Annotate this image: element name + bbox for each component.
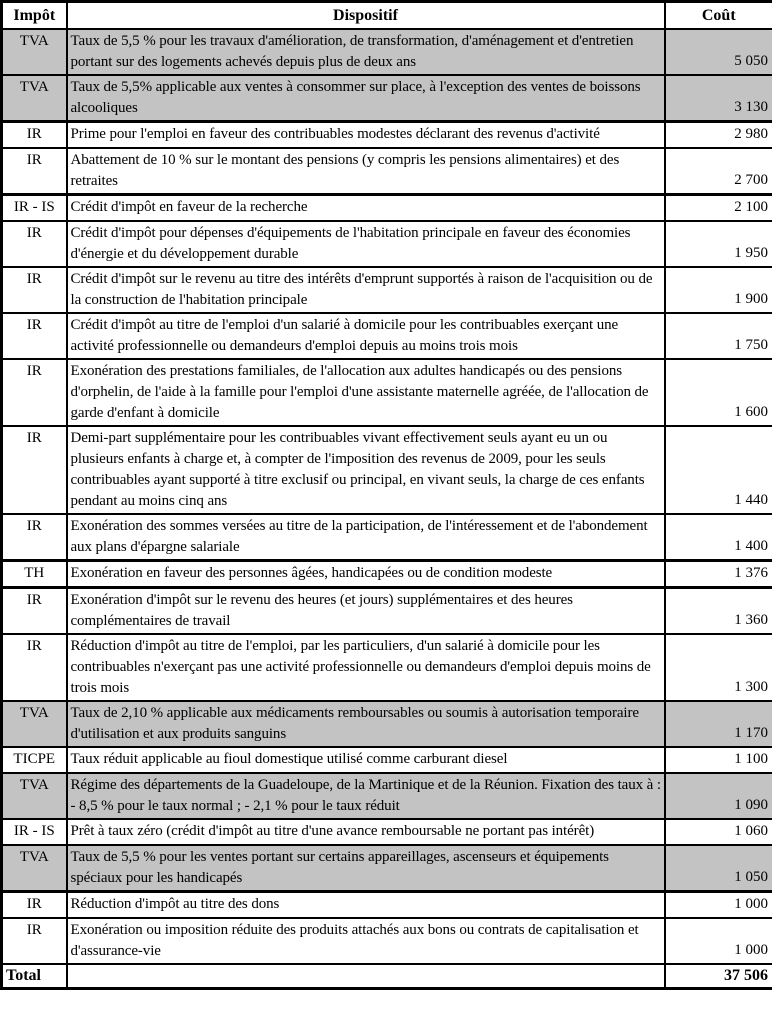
cout-cell: 1 170 xyxy=(665,701,772,747)
cout-cell: 1 000 xyxy=(665,892,772,919)
table-body xyxy=(2,29,772,964)
cout-cell: 1 360 xyxy=(665,588,772,635)
cout-cell: 1 440 xyxy=(665,426,772,514)
cout-cell: 3 130 xyxy=(665,75,772,122)
impot-cell: IR xyxy=(2,122,67,149)
cout-cell: 2 980 xyxy=(665,122,772,149)
cout-cell: 2 100 xyxy=(665,195,772,222)
column-header-impot: Impôt xyxy=(2,2,67,30)
table-row xyxy=(2,122,772,149)
column-header-cout: Coût xyxy=(665,2,772,30)
dispositif-cell: Exonération ou imposition réduite des produits attachés aux bons ou contrats de capitalisation et d'assurance-vie xyxy=(67,918,665,964)
impot-cell: IR - IS xyxy=(2,819,67,845)
impot-cell: TVA xyxy=(2,29,67,75)
cout-cell: 1 300 xyxy=(665,634,772,701)
impot-cell: IR xyxy=(2,148,67,195)
cout-cell: 1 050 xyxy=(665,845,772,892)
table-row xyxy=(2,561,772,588)
cout-cell: 1 750 xyxy=(665,313,772,359)
table-row xyxy=(2,588,772,635)
table-row xyxy=(2,819,772,845)
dispositif-cell: Abattement de 10 % sur le montant des pensions (y compris les pensions alimentaires) et des retraites xyxy=(67,148,665,195)
cout-cell: 1 060 xyxy=(665,819,772,845)
dispositif-cell: Crédit d'impôt au titre de l'emploi d'un salarié à domicile pour les contribuables exerçant une activité professionnelle ou demandeurs d'emploi depuis au moins trois mois xyxy=(67,313,665,359)
impot-cell: IR - IS xyxy=(2,195,67,222)
table-row xyxy=(2,701,772,747)
dispositif-cell: Demi-part supplémentaire pour les contribuables vivant effectivement seuls ayant eu un ou plusieurs enfants à charge et, à compter de l'imposition des revenus de 2009, pour les seuls contribuables ayant supporté à titre exclusif ou principal, en vivant seuls, la charge de ces enfants pendant au moins cinq ans xyxy=(67,426,665,514)
cout-cell: 1 000 xyxy=(665,918,772,964)
table-row xyxy=(2,514,772,561)
table-row xyxy=(2,267,772,313)
impot-cell: TH xyxy=(2,561,67,588)
table-row xyxy=(2,634,772,701)
dispositif-cell: Taux de 5,5% applicable aux ventes à consommer sur place, à l'exception des ventes de boissons alcooliques xyxy=(67,75,665,122)
impot-cell: IR xyxy=(2,359,67,426)
column-header-dispositif: Dispositif xyxy=(67,2,665,30)
dispositif-cell: Prime pour l'emploi en faveur des contribuables modestes déclarant des revenus d'activité xyxy=(67,122,665,149)
dispositif-cell: Taux de 5,5 % pour les travaux d'amélioration, de transformation, d'aménagement et d'entretien portant sur des logements achevés depuis plus de deux ans xyxy=(67,29,665,75)
table-row xyxy=(2,773,772,819)
total-row xyxy=(2,964,772,989)
cout-cell: 1 950 xyxy=(665,221,772,267)
impot-cell: TVA xyxy=(2,773,67,819)
dispositif-cell: Exonération des prestations familiales, de l'allocation aux adultes handicapés ou des pensions d'orphelin, de l'aide à la famille pour l'emploi d'une assistante maternelle agréée, de l'allocation de garde d'enfant à domicile xyxy=(67,359,665,426)
dispositif-cell: Prêt à taux zéro (crédit d'impôt au titre d'une avance remboursable ne portant pas intérêt) xyxy=(67,819,665,845)
total-value: 37 506 xyxy=(665,964,772,989)
table-row xyxy=(2,845,772,892)
dispositif-cell: Crédit d'impôt en faveur de la recherche xyxy=(67,195,665,222)
impot-cell: IR xyxy=(2,426,67,514)
impot-cell: IR xyxy=(2,634,67,701)
impot-cell: IR xyxy=(2,918,67,964)
dispositif-cell: Crédit d'impôt sur le revenu au titre des intérêts d'emprunt supportés à raison de l'acquisition ou de la construction de l'habitation principale xyxy=(67,267,665,313)
impot-cell: IR xyxy=(2,313,67,359)
impot-cell: IR xyxy=(2,892,67,919)
impot-cell: TICPE xyxy=(2,747,67,773)
table-row xyxy=(2,75,772,122)
cout-cell: 1 090 xyxy=(665,773,772,819)
dispositif-cell: Taux réduit applicable au fioul domestique utilisé comme carburant diesel xyxy=(67,747,665,773)
total-empty-cell xyxy=(67,964,665,989)
table-row xyxy=(2,195,772,222)
header-row xyxy=(2,2,772,30)
impot-cell: IR xyxy=(2,514,67,561)
cout-cell: 5 050 xyxy=(665,29,772,75)
impot-cell: IR xyxy=(2,221,67,267)
table-row xyxy=(2,918,772,964)
cout-cell: 1 100 xyxy=(665,747,772,773)
impot-cell: IR xyxy=(2,588,67,635)
dispositif-cell: Taux de 2,10 % applicable aux médicaments remboursables ou soumis à autorisation temporaire d'utilisation et aux produits sanguins xyxy=(67,701,665,747)
cout-cell: 1 400 xyxy=(665,514,772,561)
table-row xyxy=(2,148,772,195)
dispositif-cell: Exonération des sommes versées au titre de la participation, de l'intéressement et de l'abondement aux plans d'épargne salariale xyxy=(67,514,665,561)
table-row xyxy=(2,359,772,426)
dispositif-cell: Réduction d'impôt au titre des dons xyxy=(67,892,665,919)
table-row xyxy=(2,221,772,267)
cout-cell: 2 700 xyxy=(665,148,772,195)
impot-cell: TVA xyxy=(2,75,67,122)
dispositif-cell: Régime des départements de la Guadeloupe, de la Martinique et de la Réunion. Fixation des taux à : - 8,5 % pour le taux normal ; - 2,1 % pour le taux réduit xyxy=(67,773,665,819)
table-row xyxy=(2,29,772,75)
table-row xyxy=(2,426,772,514)
cout-cell: 1 900 xyxy=(665,267,772,313)
table-row xyxy=(2,892,772,919)
impot-cell: IR xyxy=(2,267,67,313)
dispositif-cell: Crédit d'impôt pour dépenses d'équipements de l'habitation principale en faveur des économies d'énergie et du développement durable xyxy=(67,221,665,267)
cout-cell: 1 600 xyxy=(665,359,772,426)
table-row xyxy=(2,313,772,359)
dispositif-cell: Exonération d'impôt sur le revenu des heures (et jours) supplémentaires et des heures complémentaires de travail xyxy=(67,588,665,635)
dispositif-cell: Réduction d'impôt au titre de l'emploi, par les particuliers, d'un salarié à domicile pour les contribuables n'exerçant pas une activité professionnelle ou demandeurs d'emploi depuis moins de trois mois xyxy=(67,634,665,701)
impot-cell: TVA xyxy=(2,701,67,747)
total-label: Total xyxy=(2,964,67,989)
impot-cell: TVA xyxy=(2,845,67,892)
dispositif-cell: Taux de 5,5 % pour les ventes portant sur certains appareillages, ascenseurs et équipements spéciaux pour les handicapés xyxy=(67,845,665,892)
dispositif-cell: Exonération en faveur des personnes âgées, handicapées ou de condition modeste xyxy=(67,561,665,588)
cout-cell: 1 376 xyxy=(665,561,772,588)
table-row xyxy=(2,747,772,773)
